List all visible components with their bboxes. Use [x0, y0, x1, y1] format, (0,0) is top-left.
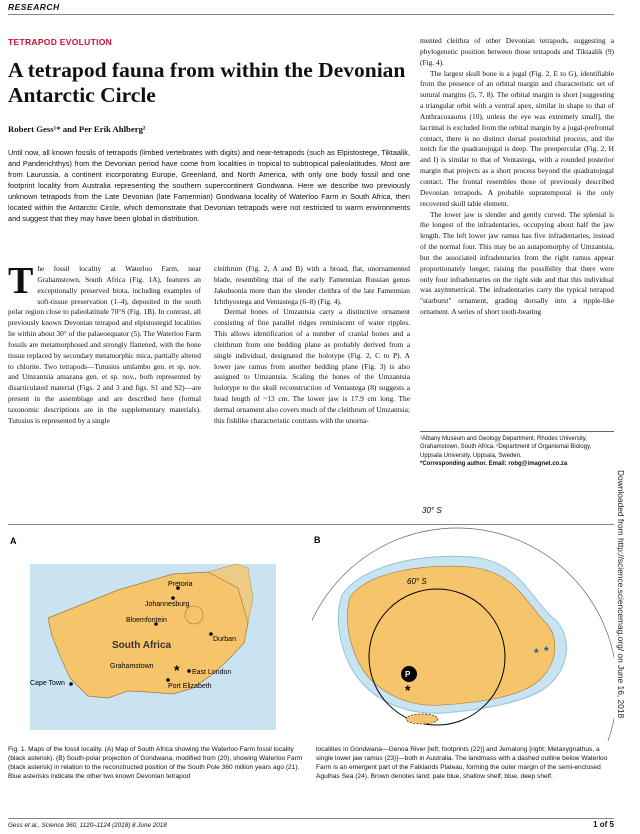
falklands-plateau [406, 714, 438, 724]
figure-caption-right: localities in Gondwana—Genoa River [left; footprints (22)] and Jemalong [right; Metaxygnathus, a single lower jaw ramus (23)]—both in Australia. The landmass with a dashed outline below Waterloo Farm is an emergent part of the Falklands Plateau, forming the outer margin of the semi-enclosed Agulhas Sea (24). Brown denotes land; pale blue, shallow shelf; blue, deep shelf. [316, 746, 608, 781]
section-header: RESEARCH [8, 2, 60, 12]
download-notice[interactable]: Downloaded from http://science.sciencemag.org/ on June 16, 2018 [616, 470, 626, 719]
city-label: East London [192, 669, 232, 676]
body-column-2 [214, 264, 410, 427]
body-column-3 [420, 36, 614, 318]
drop-cap: T [8, 260, 34, 302]
article-title: A tetrapod fauna from within the Devonian Antarctic Circle [8, 58, 406, 107]
figure-panel-b [312, 505, 614, 741]
corresponding-author: *Corresponding author. Email: robg@imagnet.co.za [420, 460, 568, 467]
country-label: South Africa [112, 640, 172, 651]
latitude-60-label: 60° S [407, 577, 427, 586]
column-2-paragraph: cleithrum (Fig. 2, A and B) with a broad, flat, unornamented blade, resembling that of the early Famennian Russian genus Jakubsonia more than the slender cleithra of the late Famennian Ichthyostega and Ventastega (6–8) (Fig. 4). [214, 264, 410, 306]
article-authors: Robert Gess¹* and Per Erik Ahlberg² [8, 124, 146, 134]
column-3-paragraph: The lower jaw is slender and gently curved. The splenial is the longest of the infradentaries, occupying about half the jaw length. The left lower jaw ramus has five infradentaries, instead of the normal four. This may be an autapomorphy of Umzantsia, but the associated infradentaries from the right ramus appear proportionately longer, raising the possibility that there were only four infradentaries on the right side and that this individual was asymmetrical. The infradentaries carry the typical tetrapod "starburst" ornament, grading dorsally into a ripple-like ornament. A series of short tooth-bearing [420, 209, 614, 317]
city-dot [171, 596, 175, 600]
city-label: Durban [213, 636, 236, 643]
figure-caption-left: Fig. 1. Maps of the fossil locality. (A) Map of South Africa showing the Waterloo Farm fossil locality (black asterisk). (B) South-polar projection of Gondwana, modified from (20), showing Waterloo Farm (black asterisk) in relation to the reconstructed position of the South Pole 360 million years ago (21). Blue asterisks indicate the other two known Devonian tetrapod [8, 746, 303, 781]
city-dot [69, 682, 73, 686]
lesotho [185, 606, 203, 624]
city-label: Pretoria [168, 581, 193, 588]
fossil-locality-asterisk: * [174, 662, 180, 678]
city-dot [187, 669, 191, 673]
panel-a-label: A [10, 536, 17, 546]
panel-b-label: B [314, 535, 321, 545]
genoa-river-asterisk: * [534, 646, 539, 660]
header-rule [8, 14, 614, 15]
article-abstract: Until now, all known fossils of tetrapods (limbed vertebrates with digits) and near-tetrapods (such as Elpistostege, Tiktaalik, and Panderichthys) from the Devonian period have come from localities in tropical to subtropical paleolatitudes. Most are from Laurussia, a continent incorporating Europe, Greenland, and North America, with only one body fossil and one footprint locality from Australia representing the southern supercontinent Gondwana. Here we describe two previously unknown tetrapods from the Late Devonian (late Famennian) Gondwana locality of Waterloo Farm in South Africa, then located within the Antarctic Circle, which demonstrate that Devonian tetrapods were not restricted to warm environments and suggest that they may have been global in distribution. [8, 148, 410, 224]
column-2-paragraph: Dermal bones of Umzantsia carry a distinctive ornament consisting of fine parallel ridges reminiscent of water ripples. This allows identification of a number of cranial bones and a cleithrum from one bedding plane as probably derived from a single individual, designated the holotype (Fig. 2, C to P). A lower jaw ramus from another bedding plane (Fig. 3) is also assigned to Umzantsia. Scaling the bones of the Umzantsia holotype to the skull reconstruction of Ventastega (8) suggests a head length of ~13 cm. The lower jaw is 17.9 cm long. The dermal ornament also covers much of the cleithrum of Umzantsia; this fishlike characteristic contrasts with the unorna- [214, 307, 410, 425]
column-1-text: he fossil locality at Waterloo Farm, near Grahamstown, South Africa (Fig. 1A), features an exceptionally preserved biota, including examples of soft-tissue preservation (1–4), deposited in the south polar region close to paleolatitude 70°S (Fig. 1B). In contrast, all previously known Devonian tetrapod and elpistostegid localities lie within about 30° of the palaeoequator (5). The Waterloo Farm fossils are metamorphosed and strongly flattened, with the bone tissue replaced by secondary metamorphic mica, partially altered to chlorite. Two tetrapods—Tutusius umlambo gen. et sp. nov. and Umzantsia amazana gen. et sp. nov., both represented by disarticulated material (Figs. 2 and 3 and figs. S1 and S2)—are present in the assemblage and are described here (formal taxonomic descriptions are in the supplementary materials). Tutusius is represented by a single [8, 264, 201, 425]
waterloo-farm-asterisk: * [405, 682, 411, 698]
city-label: Cape Town [30, 680, 65, 687]
city-label: Bloemfontein [126, 617, 167, 624]
jemalong-asterisk: * [544, 644, 549, 658]
column-3-paragraph: The largest skull bone is a jugal (Fig. 2, E to G), identifiable from the presence of an orbital margin and characteristic set of sutural margins (5, 7, 8). The orbital margin is short [suggesting a triangular orbit with a ventral apex, similar in shape to that of Anthracosaurus (10), unless the eye was extremely small], the lacrimal is excluded from the orbital margin by a jugal-prefrontal contact, there is no distinct dorsal postorbital process, and the notch for the quadratojugal is deep. The preopercular (Fig. 2, H and I) is similar to that of Ventastega, with a rounded posterior margin that projects as a short process beyond the quadratojugal contact. The frontal resembles those of previously described Devonian tetrapods. A probable supratemporal is the only recovered skull table element. [420, 68, 614, 208]
city-label: Port Elizabeth [168, 683, 212, 690]
latitude-30-label: 30° S [422, 506, 442, 515]
affiliation-text: ¹Albany Museum and Geology Department, Rhodes University, Grahamstown, South Africa. ²Department of Organismal Biology, Uppsala University, Uppsala, Sweden. [420, 436, 592, 459]
page-number: 1 of 5 [593, 820, 614, 829]
city-dot [166, 678, 170, 682]
column-3-paragraph: mented cleithra of other Devonian tetrapods, suggesting a phylogenetic position between those tetrapods and Tiktaalik (9) (Fig. 4). [420, 36, 614, 67]
figure-panel-a [8, 528, 298, 738]
city-label: Johannesburg [145, 601, 190, 608]
affiliations [420, 431, 614, 468]
article-kicker: TETRAPOD EVOLUTION [8, 37, 113, 47]
footer-citation: Gess et al., Science 360, 1120–1124 (2018) 8 June 2018 [8, 822, 167, 829]
body-column-1 [8, 260, 201, 427]
south-pole-label: P [405, 670, 411, 679]
city-label: Grahamstown [110, 663, 154, 670]
footer-rule [8, 818, 614, 819]
download-sidebar [616, 470, 633, 719]
